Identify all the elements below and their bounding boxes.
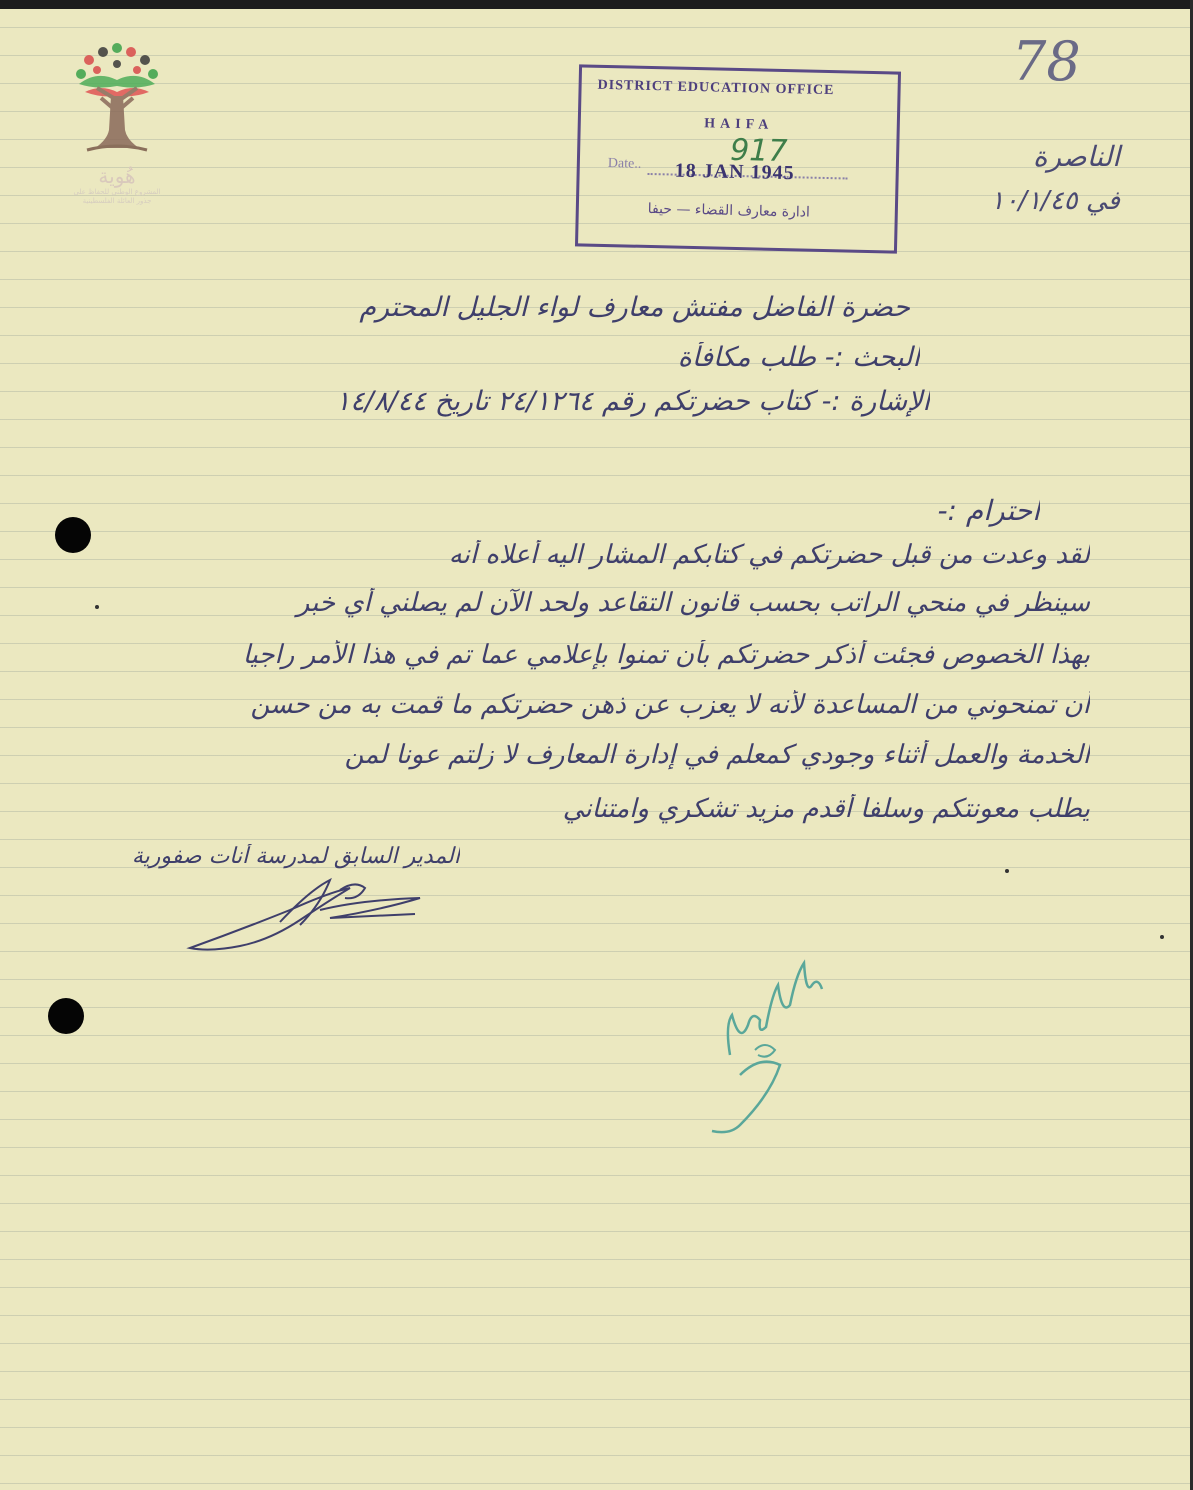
letter-reference: الإشارة :- كتاب حضرتكم رقم ٢٤/١٢٦٤ تاريخ ١٤/٨/٤٤ <box>335 386 930 417</box>
letter-addressee: حضرة الفاضل مفتش معارف لواء الجليل المحترم <box>359 292 910 323</box>
page-number: 78 <box>1012 30 1081 93</box>
letter-body-line: الخدمة والعمل أثناء وجودي كمعلم في إدارة المعارف لا زلتم عونا لمن <box>344 740 1090 770</box>
scan-top-edge <box>0 0 1193 9</box>
punch-hole <box>48 998 84 1034</box>
letter-place: الناصرة <box>1032 140 1120 173</box>
ink-dot <box>1160 935 1164 939</box>
watermark-name: هُوية <box>98 164 136 188</box>
ink-dot <box>1005 869 1009 873</box>
letter-body-line: سينظر في منحي الراتب بحسب قانون التقاعد ولحد الآن لم يصلني أي خبر <box>296 588 1090 618</box>
stamp-office-name: DISTRICT EDUCATION OFFICE <box>597 77 835 99</box>
tree-logo-icon <box>67 40 167 160</box>
signer-title: المدير السابق لمدرسة أنات صفورية <box>131 844 460 869</box>
ink-dot <box>95 605 99 609</box>
noted-annotation <box>700 955 840 1145</box>
stamp-arabic-text: ادارة معارف القضاء — حيفا <box>647 200 811 221</box>
letter-body-line: يطلب معونتكم وسلفا أقدم مزيد تشكري وامتناني <box>562 794 1090 824</box>
punch-hole <box>55 517 91 553</box>
archive-watermark-logo <box>52 40 182 230</box>
handwritten-signature <box>180 870 440 960</box>
education-office-stamp <box>575 64 901 253</box>
letter-body-line: أن تمنحوني من المساعدة لأنه لا يعزب عن ذهن حضرتكم ما قمت به من حسن <box>250 690 1090 720</box>
watermark-subtitle: المشروع الوطني للحفاظ على <box>73 188 161 196</box>
stamp-date-label: Date.. <box>607 156 642 172</box>
letter-body-line: بهذا الخصوص فجئت أذكر حضرتكم بأن تمنوا بإعلامي عما تم في هذا الأمر راجيا <box>242 640 1090 670</box>
letter-salutation: احترام :- <box>937 494 1040 527</box>
stamp-date: 18 JAN 1945 <box>674 159 795 185</box>
letter-date: في ١٠/١/٤٥ <box>990 186 1120 216</box>
stamp-city: HAIFA <box>704 116 774 133</box>
letter-subject: البحث :- طلب مكافأة <box>677 342 920 373</box>
letter-body-line: لقد وعدت من قبل حضرتكم في كتابكم المشار اليه أعلاه أنه <box>448 540 1090 570</box>
watermark-subtitle: جذور العائلة الفلسطينية <box>82 197 152 205</box>
stamp-registration-number: 917 <box>729 132 788 170</box>
